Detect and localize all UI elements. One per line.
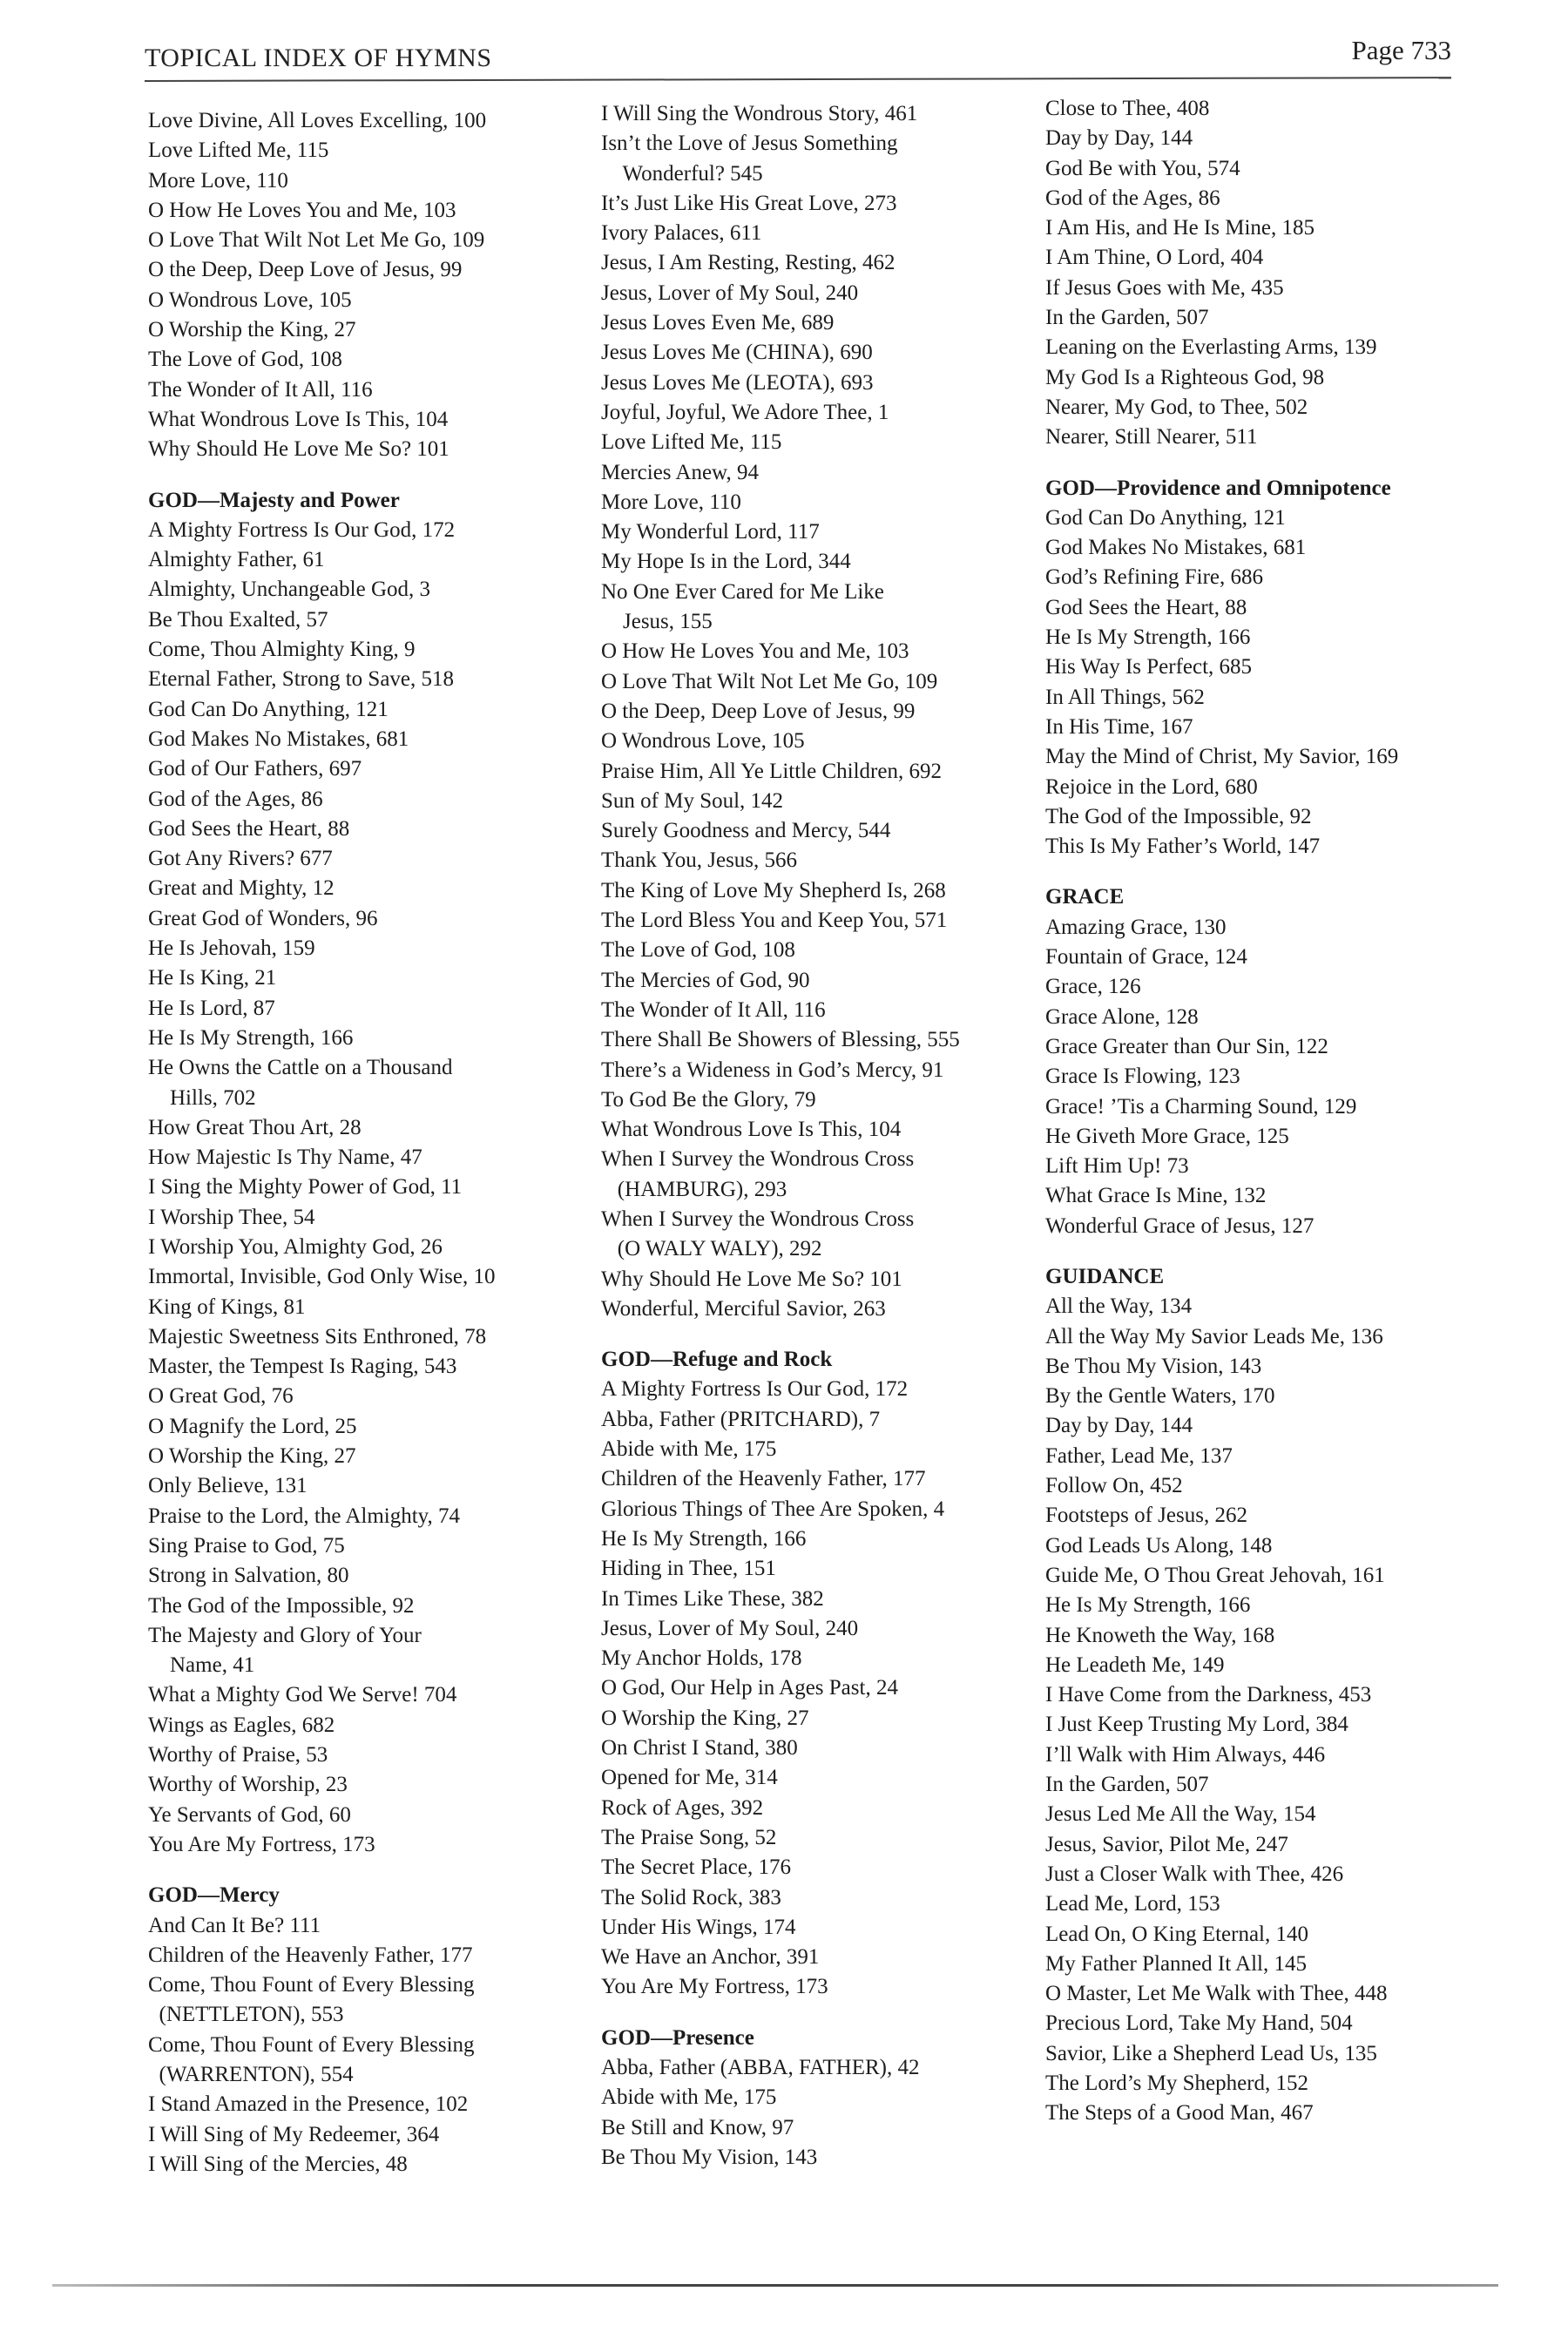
index-entry: Isn’t the Love of Jesus Something [601, 132, 898, 156]
index-entry: Jesus Loves Me (CHINA), 690 [601, 341, 873, 365]
index-entry: You Are My Fortress, 173 [148, 1832, 375, 1856]
index-entry: No One Ever Cared for Me Like [601, 579, 884, 604]
index-entry: My Father Planned It All, 145 [1045, 1951, 1307, 1976]
index-entry: Jesus, Savior, Pilot Me, 247 [1045, 1832, 1288, 1856]
index-entry: Wonderful? 545 [601, 161, 763, 186]
index-entry: Worthy of Praise, 53 [148, 1743, 328, 1767]
index-entry: The Secret Place, 176 [601, 1855, 791, 1880]
index-entry: O How He Loves You and Me, 103 [601, 639, 909, 664]
index-entry: Come, Thou Fount of Every Blessing [148, 1973, 475, 1997]
index-entry: In Times Like These, 382 [601, 1586, 824, 1611]
index-entry: I Worship You, Almighty God, 26 [148, 1234, 443, 1259]
index-entry: There’s a Wideness in God’s Mercy, 91 [601, 1058, 944, 1082]
index-entry: He Giveth More Grace, 125 [1045, 1124, 1289, 1148]
index-entry: O How He Loves You and Me, 103 [148, 198, 456, 222]
index-entry: Great and Mighty, 12 [148, 876, 335, 901]
index-entry: Almighty, Unchangeable God, 3 [148, 578, 430, 602]
index-entry: Opened for Me, 314 [601, 1766, 778, 1790]
index-entry: Abide with Me, 175 [601, 1437, 777, 1462]
index-entry: God of the Ages, 86 [148, 787, 323, 811]
index-entry: Wings as Eagles, 682 [148, 1713, 335, 1737]
index-entry: Footsteps of Jesus, 262 [1045, 1504, 1247, 1528]
index-entry: My God Is a Righteous God, 98 [1045, 365, 1325, 389]
index-entry: I Stand Amazed in the Presence, 102 [148, 2092, 469, 2117]
index-entry: He Owns the Cattle on a Thousand [148, 1056, 453, 1080]
index-entry: Grace Is Flowing, 123 [1045, 1064, 1240, 1089]
index-entry: Day by Day, 144 [1045, 1414, 1193, 1438]
index-entry: Lift Him Up! 73 [1045, 1154, 1189, 1179]
index-entry: May the Mind of Christ, My Savior, 169 [1045, 745, 1399, 769]
index-entry: Ye Servants of God, 60 [148, 1802, 351, 1827]
index-entry: The God of the Impossible, 92 [1045, 804, 1312, 828]
index-entry: The Mercies of God, 90 [601, 968, 810, 992]
index-entry: Precious Lord, Take My Hand, 504 [1045, 2011, 1353, 2036]
index-entry: Under His Wings, 174 [601, 1915, 796, 1939]
index-entry: And Can It Be? 111 [148, 1913, 321, 1937]
index-column-3 [1045, 94, 1481, 2129]
index-entry: The God of the Impossible, 92 [148, 1593, 415, 1618]
index-entry: Jesus, 155 [601, 610, 713, 634]
index-entry: God Can Do Anything, 121 [1045, 505, 1286, 530]
index-entry: O the Deep, Deep Love of Jesus, 99 [148, 258, 463, 282]
index-entry: Rock of Ages, 392 [601, 1795, 764, 1820]
index-entry: Savior, Like a Shepherd Lead Us, 135 [1045, 2041, 1377, 2065]
index-entry: Jesus, I Am Resting, Resting, 462 [601, 251, 896, 275]
index-entry: Eternal Father, Strong to Save, 518 [148, 667, 455, 692]
index-entry: How Majestic Is Thy Name, 47 [148, 1146, 422, 1170]
index-entry: I Am Thine, O Lord, 404 [1045, 246, 1264, 270]
index-entry: Praise Him, All Ye Little Children, 692 [601, 759, 942, 783]
index-entry: Majestic Sweetness Sits Enthroned, 78 [148, 1324, 487, 1348]
index-entry: Strong in Salvation, 80 [148, 1564, 349, 1588]
index-entry: Jesus, Lover of My Soul, 240 [601, 1616, 859, 1640]
index-entry: Mercies Anew, 94 [601, 460, 759, 484]
index-entry: Nearer, Still Nearer, 511 [1045, 425, 1258, 449]
index-entry: He Is My Strength, 166 [601, 1526, 807, 1551]
index-entry: God’s Refining Fire, 686 [1045, 565, 1263, 590]
index-entry: A Mighty Fortress Is Our God, 172 [601, 1377, 909, 1402]
index-entry: Jesus Loves Even Me, 689 [601, 311, 835, 335]
index-entry: What Grace Is Mine, 132 [1045, 1184, 1267, 1208]
index-entry: His Way Is Perfect, 685 [1045, 655, 1253, 679]
index-entry: Love Divine, All Loves Excelling, 100 [148, 109, 487, 132]
index-entry: Why Should He Love Me So? 101 [601, 1267, 902, 1291]
index-entry: The Praise Song, 52 [601, 1825, 777, 1849]
index-entry: Come, Thou Almighty King, 9 [148, 638, 416, 662]
index-entry: O Worship the King, 27 [148, 1444, 356, 1469]
page-number: Page 733 [1351, 35, 1451, 65]
index-entry: Worthy of Worship, 23 [148, 1773, 348, 1797]
index-entry: O the Deep, Deep Love of Jesus, 99 [601, 699, 916, 723]
index-entry: (WARRENTON), 554 [148, 2063, 354, 2086]
index-entry: The Majesty and Glory of Your [148, 1623, 422, 1647]
index-entry: The Wonder of It All, 116 [148, 377, 373, 402]
index-entry: You Are My Fortress, 173 [601, 1975, 828, 1999]
index-entry: If Jesus Goes with Me, 435 [1045, 275, 1284, 300]
index-entry: I’ll Walk with Him Always, 446 [1045, 1742, 1326, 1767]
index-column-2 [601, 99, 1037, 2173]
index-entry: He Is My Strength, 166 [1045, 625, 1251, 650]
index-entry: Joyful, Joyful, We Adore Thee, 1 [601, 400, 889, 424]
index-entry: King of Kings, 81 [148, 1294, 306, 1319]
index-entry: My Anchor Holds, 178 [601, 1646, 802, 1671]
index-entry: God Makes No Mistakes, 681 [148, 727, 409, 751]
index-entry: In All Things, 562 [1045, 685, 1205, 709]
index-entry: Father, Lead Me, 137 [1045, 1443, 1233, 1468]
index-entry: Just a Closer Walk with Thee, 426 [1045, 1862, 1344, 1886]
section-heading: GOD—Majesty and Power [148, 488, 400, 512]
index-entry: God of the Ages, 86 [1045, 186, 1220, 210]
index-entry: Immortal, Invisible, God Only Wise, 10 [148, 1265, 496, 1289]
index-entry: By the Gentle Waters, 170 [1045, 1384, 1275, 1409]
index-entry: God Sees the Heart, 88 [1045, 595, 1247, 619]
index-entry: Lead On, O King Eternal, 140 [1045, 1922, 1309, 1946]
index-entry: Grace! ’Tis a Charming Sound, 129 [1045, 1094, 1357, 1119]
index-entry: Leaning on the Everlasting Arms, 139 [1045, 335, 1377, 360]
index-entry: Why Should He Love Me So? 101 [148, 437, 449, 462]
index-entry: O Wondrous Love, 105 [148, 287, 352, 312]
index-entry: Name, 41 [148, 1653, 255, 1678]
index-entry: He Is Jehovah, 159 [148, 936, 315, 961]
index-entry: Fountain of Grace, 124 [1045, 945, 1247, 970]
index-entry: O Worship the King, 27 [601, 1706, 809, 1730]
index-entry: It’s Just Like His Great Love, 273 [601, 191, 897, 215]
index-entry: Master, the Tempest Is Raging, 543 [148, 1355, 457, 1379]
index-entry: Sing Praise to God, 75 [148, 1533, 345, 1558]
index-entry: O Great God, 76 [148, 1384, 294, 1409]
index-entry: All the Way My Savior Leads Me, 136 [1045, 1324, 1383, 1348]
index-entry: Be Thou My Vision, 143 [1045, 1354, 1262, 1378]
section-heading: GUIDANCE [1045, 1264, 1165, 1288]
index-entry: What a Mighty God We Serve! 704 [148, 1683, 457, 1707]
index-entry: Almighty Father, 61 [148, 548, 325, 572]
index-entry: Follow On, 452 [1045, 1474, 1183, 1498]
index-entry: Abba, Father (ABBA, FATHER), 42 [601, 2056, 920, 2079]
index-entry: In the Garden, 507 [1045, 1773, 1209, 1797]
index-entry: O Love That Wilt Not Let Me Go, 109 [148, 228, 485, 253]
page-header [145, 35, 1451, 82]
index-entry: Abide with Me, 175 [601, 2085, 777, 2110]
index-entry: Surely Goodness and Mercy, 544 [601, 819, 891, 843]
index-entry: Grace, 126 [1045, 975, 1141, 999]
index-entry: He Is King, 21 [148, 966, 277, 990]
index-entry: The Love of God, 108 [601, 938, 795, 963]
index-entry: How Great Thou Art, 28 [148, 1115, 362, 1139]
index-entry: God of Our Fathers, 697 [148, 757, 362, 781]
index-entry: Jesus Loves Me (LEOTA), 693 [601, 370, 874, 395]
index-entry: More Love, 110 [148, 168, 288, 193]
index-entry: My Wonderful Lord, 117 [601, 520, 820, 544]
index-entry: Amazing Grace, 130 [1045, 915, 1227, 939]
index-entry: When I Survey the Wondrous Cross [601, 1206, 915, 1231]
index-entry: Love Lifted Me, 115 [601, 430, 782, 455]
index-entry: Guide Me, O Thou Great Jehovah, 161 [1045, 1563, 1385, 1587]
index-column-1 [148, 106, 584, 2180]
index-entry: Be Thou Exalted, 57 [148, 607, 328, 632]
index-entry: Grace Greater than Our Sin, 122 [1045, 1034, 1328, 1058]
index-entry: The Solid Rock, 383 [601, 1885, 781, 1909]
index-entry: God Sees the Heart, 88 [148, 816, 350, 841]
index-entry: O God, Our Help in Ages Past, 24 [601, 1676, 898, 1700]
index-entry: Hills, 702 [148, 1085, 256, 1110]
index-entry: Glorious Things of Thee Are Spoken, 4 [601, 1497, 945, 1521]
index-entry: The Lord Bless You and Keep You, 571 [601, 909, 948, 933]
index-entry: God Leads Us Along, 148 [1045, 1533, 1273, 1558]
index-entry: (O WALY WALY), 292 [601, 1237, 822, 1261]
index-entry: God Can Do Anything, 121 [148, 697, 389, 721]
index-entry: Be Thou My Vision, 143 [601, 2145, 818, 2169]
index-entry: God Be with You, 574 [1045, 156, 1240, 180]
index-entry: The Lord’s My Shepherd, 152 [1045, 2072, 1309, 2095]
index-entry: God Makes No Mistakes, 681 [1045, 536, 1307, 560]
index-entry: All the Way, 134 [1045, 1294, 1193, 1319]
index-entry: Wonderful, Merciful Savior, 263 [601, 1296, 886, 1321]
index-entry: Be Still and Know, 97 [601, 2115, 794, 2139]
index-entry: O Magnify the Lord, 25 [148, 1414, 357, 1438]
index-entry: I Will Sing of the Mercies, 48 [148, 2152, 408, 2176]
index-entry: The Wonder of It All, 116 [601, 997, 826, 1022]
index-entry: Rejoice in the Lord, 680 [1045, 774, 1258, 799]
index-entry: The Love of God, 108 [148, 348, 342, 372]
index-entry: Got Any Rivers? 677 [148, 847, 333, 871]
index-entry: Jesus Led Me All the Way, 154 [1045, 1802, 1316, 1827]
index-entry: When I Survey the Wondrous Cross [601, 1147, 915, 1172]
index-entry: O Wondrous Love, 105 [601, 729, 805, 754]
section-heading: GOD—Refuge and Rock [601, 1348, 833, 1372]
index-entry: Thank You, Jesus, 566 [601, 848, 798, 873]
index-entry: Sun of My Soul, 142 [601, 788, 784, 813]
index-entry: In the Garden, 507 [1045, 306, 1209, 330]
index-entry: Only Believe, 131 [148, 1474, 308, 1498]
index-entry: (NETTLETON), 553 [148, 2003, 344, 2027]
section-heading: GOD—Mercy [148, 1883, 280, 1908]
index-entry: The King of Love My Shepherd Is, 268 [601, 878, 946, 902]
index-entry: This Is My Father’s World, 147 [1045, 835, 1321, 859]
index-entry: Come, Thou Fount of Every Blessing [148, 2032, 475, 2057]
index-entry: Abba, Father (PRITCHARD), 7 [601, 1407, 881, 1431]
index-entry: He Leadeth Me, 149 [1045, 1652, 1225, 1677]
index-entry: I Have Come from the Darkness, 453 [1045, 1683, 1372, 1707]
index-entry: Close to Thee, 408 [1045, 97, 1210, 120]
index-entry: I Will Sing the Wondrous Story, 461 [601, 102, 918, 125]
index-entry: O Love That Wilt Not Let Me Go, 109 [601, 669, 938, 693]
index-entry: Wonderful Grace of Jesus, 127 [1045, 1213, 1315, 1238]
footer-rule [52, 2284, 1498, 2287]
section-heading: GOD—Providence and Omnipotence [1045, 476, 1391, 500]
index-entry: Jesus, Lover of My Soul, 240 [601, 280, 859, 305]
index-entry: Praise to the Lord, the Almighty, 74 [148, 1504, 461, 1528]
index-entry: O Master, Let Me Walk with Thee, 448 [1045, 1982, 1388, 2006]
index-entry: Lead Me, Lord, 153 [1045, 1892, 1220, 1916]
index-entry: Ivory Palaces, 611 [601, 221, 762, 246]
running-title: TOPICAL INDEX OF HYMNS [145, 44, 492, 72]
index-entry: My Hope Is in the Lord, 344 [601, 550, 851, 574]
index-entry: He Is Lord, 87 [148, 996, 275, 1020]
index-entry: In His Time, 167 [1045, 714, 1193, 739]
index-entry: A Mighty Fortress Is Our God, 172 [148, 517, 456, 542]
index-entry: Grace Alone, 128 [1045, 1004, 1199, 1029]
index-entry: More Love, 110 [601, 490, 741, 514]
index-entry: I Am His, and He Is Mine, 185 [1045, 216, 1315, 240]
index-entry: To God Be the Glory, 79 [601, 1087, 816, 1112]
index-entry: Nearer, My God, to Thee, 502 [1045, 395, 1308, 419]
section-heading: GOD—Presence [601, 2025, 754, 2050]
index-entry: What Wondrous Love Is This, 104 [601, 1118, 902, 1142]
index-entry: He Is My Strength, 166 [1045, 1593, 1251, 1618]
index-entry: I Sing the Mighty Power of God, 11 [148, 1175, 463, 1200]
index-entry: Children of the Heavenly Father, 177 [148, 1943, 473, 1967]
index-entry: The Steps of a Good Man, 467 [1045, 2101, 1314, 2126]
index-entry: He Knoweth the Way, 168 [1045, 1623, 1275, 1647]
index-entry: We Have an Anchor, 391 [601, 1945, 820, 1970]
index-entry: He Is My Strength, 166 [148, 1025, 354, 1050]
index-entry: What Wondrous Love Is This, 104 [148, 407, 449, 431]
index-entry: There Shall Be Showers of Blessing, 555 [601, 1028, 960, 1052]
index-entry: Children of the Heavenly Father, 177 [601, 1467, 926, 1491]
index-entry: On Christ I Stand, 380 [601, 1736, 798, 1761]
index-entry: Hiding in Thee, 151 [601, 1557, 776, 1581]
index-entry: O Worship the King, 27 [148, 318, 356, 342]
index-entry: (HAMBURG), 293 [601, 1177, 787, 1201]
index-entry: I Will Sing of My Redeemer, 364 [148, 2122, 440, 2146]
index-entry: Day by Day, 144 [1045, 126, 1193, 151]
index-entry: I Just Keep Trusting My Lord, 384 [1045, 1713, 1348, 1737]
index-entry: Love Lifted Me, 115 [148, 139, 329, 163]
index-entry: Great God of Wonders, 96 [148, 906, 378, 930]
index-entry: I Worship Thee, 54 [148, 1205, 315, 1229]
section-heading: GRACE [1045, 885, 1125, 909]
